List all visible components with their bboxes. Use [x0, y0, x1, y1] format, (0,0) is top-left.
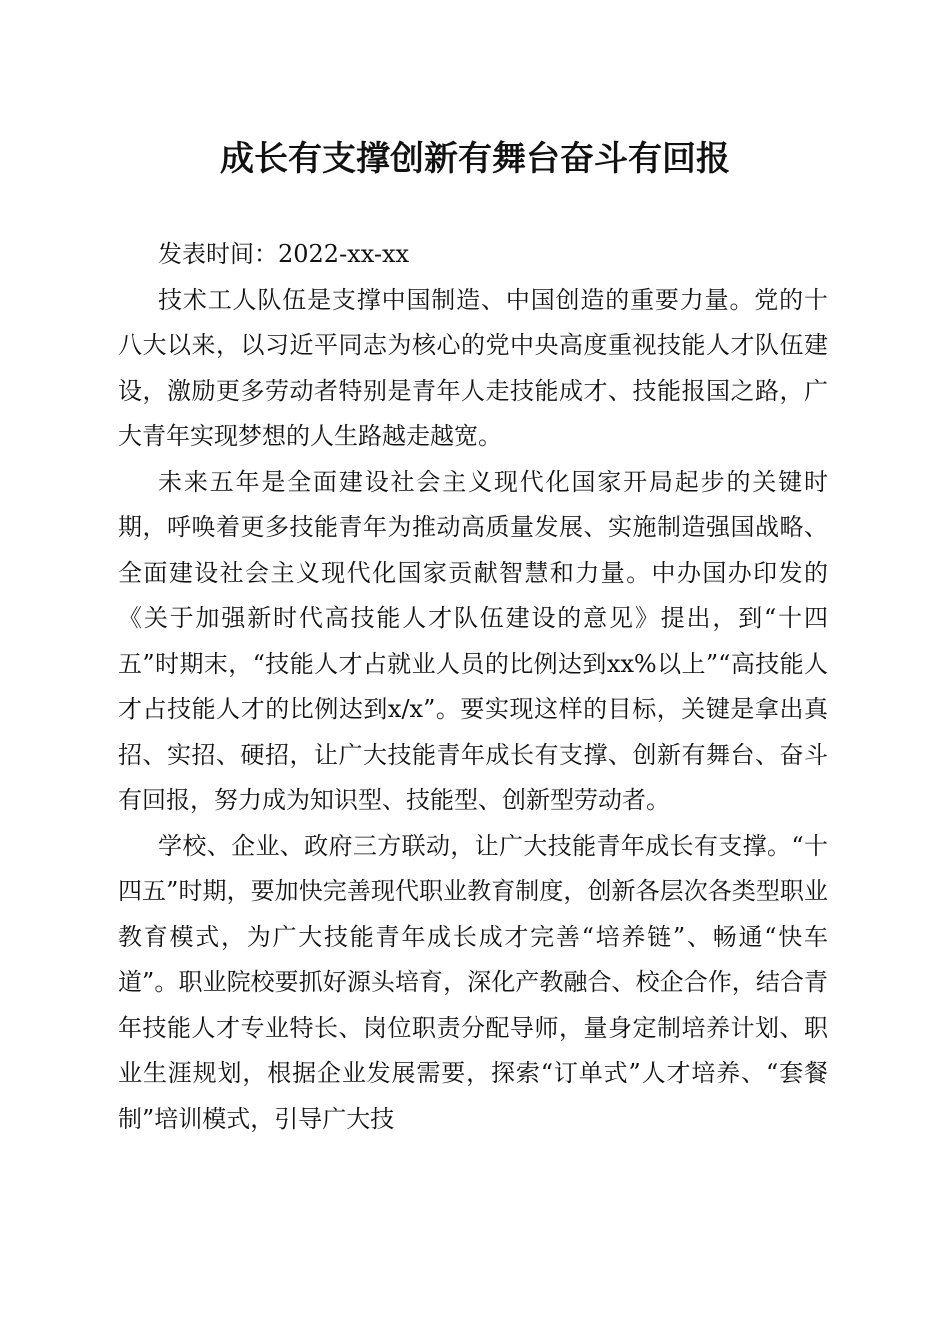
document-body	[118, 232, 828, 1142]
paragraph: 未来五年是全面建设社会主义现代化国家开局起步的关键时期，呼唤着更多技能青年为推动高质量发展、实施制造强国战略、全面建设社会主义现代化国家贡献智慧和力量。中办国办印发的《关于加强新时代高技能人才队伍建设的意见》提出，到“十四五”时期末，“技能人才占就业人员的比例达到xx%以上”“高技能人才占技能人才的比例达到x/x”。要实现这样的目标，关键是拿出真招、实招、硬招，让广大技能青年成长有支撑、创新有舞台、奋斗有回报，努力成为知识型、技能型、创新型劳动者。	[118, 467, 828, 814]
document-title: 成长有支撑创新有舞台奋斗有回报	[220, 139, 730, 179]
paragraph: 技术工人队伍是支撑中国制造、中国创造的重要力量。党的十八大以来，以习近平同志为核心的党中央高度重视技能人才队伍建设，激励更多劳动者特别是青年人走技能成才、技能报国之路，广大青年实现梦想的人生路越走越宽。	[118, 285, 828, 450]
paragraph: 学校、企业、政府三方联动，让广大技能青年成长有支撑。“十四五”时期，要加快完善现代职业教育制度，创新各层次各类型职业教育模式，为广大技能青年成长成才完善“培养链”、畅通“快车道”。职业院校要抓好源头培育，深化产教融合、校企合作，结合青年技能人才专业特长、岗位职责分配导师，量身定制培养计划、职业生涯规划，根据企业发展需要，探索“订单式”人才培养、“套餐制”培训模式，引导广大技	[118, 831, 828, 1133]
publish-date: 发表时间：2022-xx-xx	[158, 240, 410, 268]
